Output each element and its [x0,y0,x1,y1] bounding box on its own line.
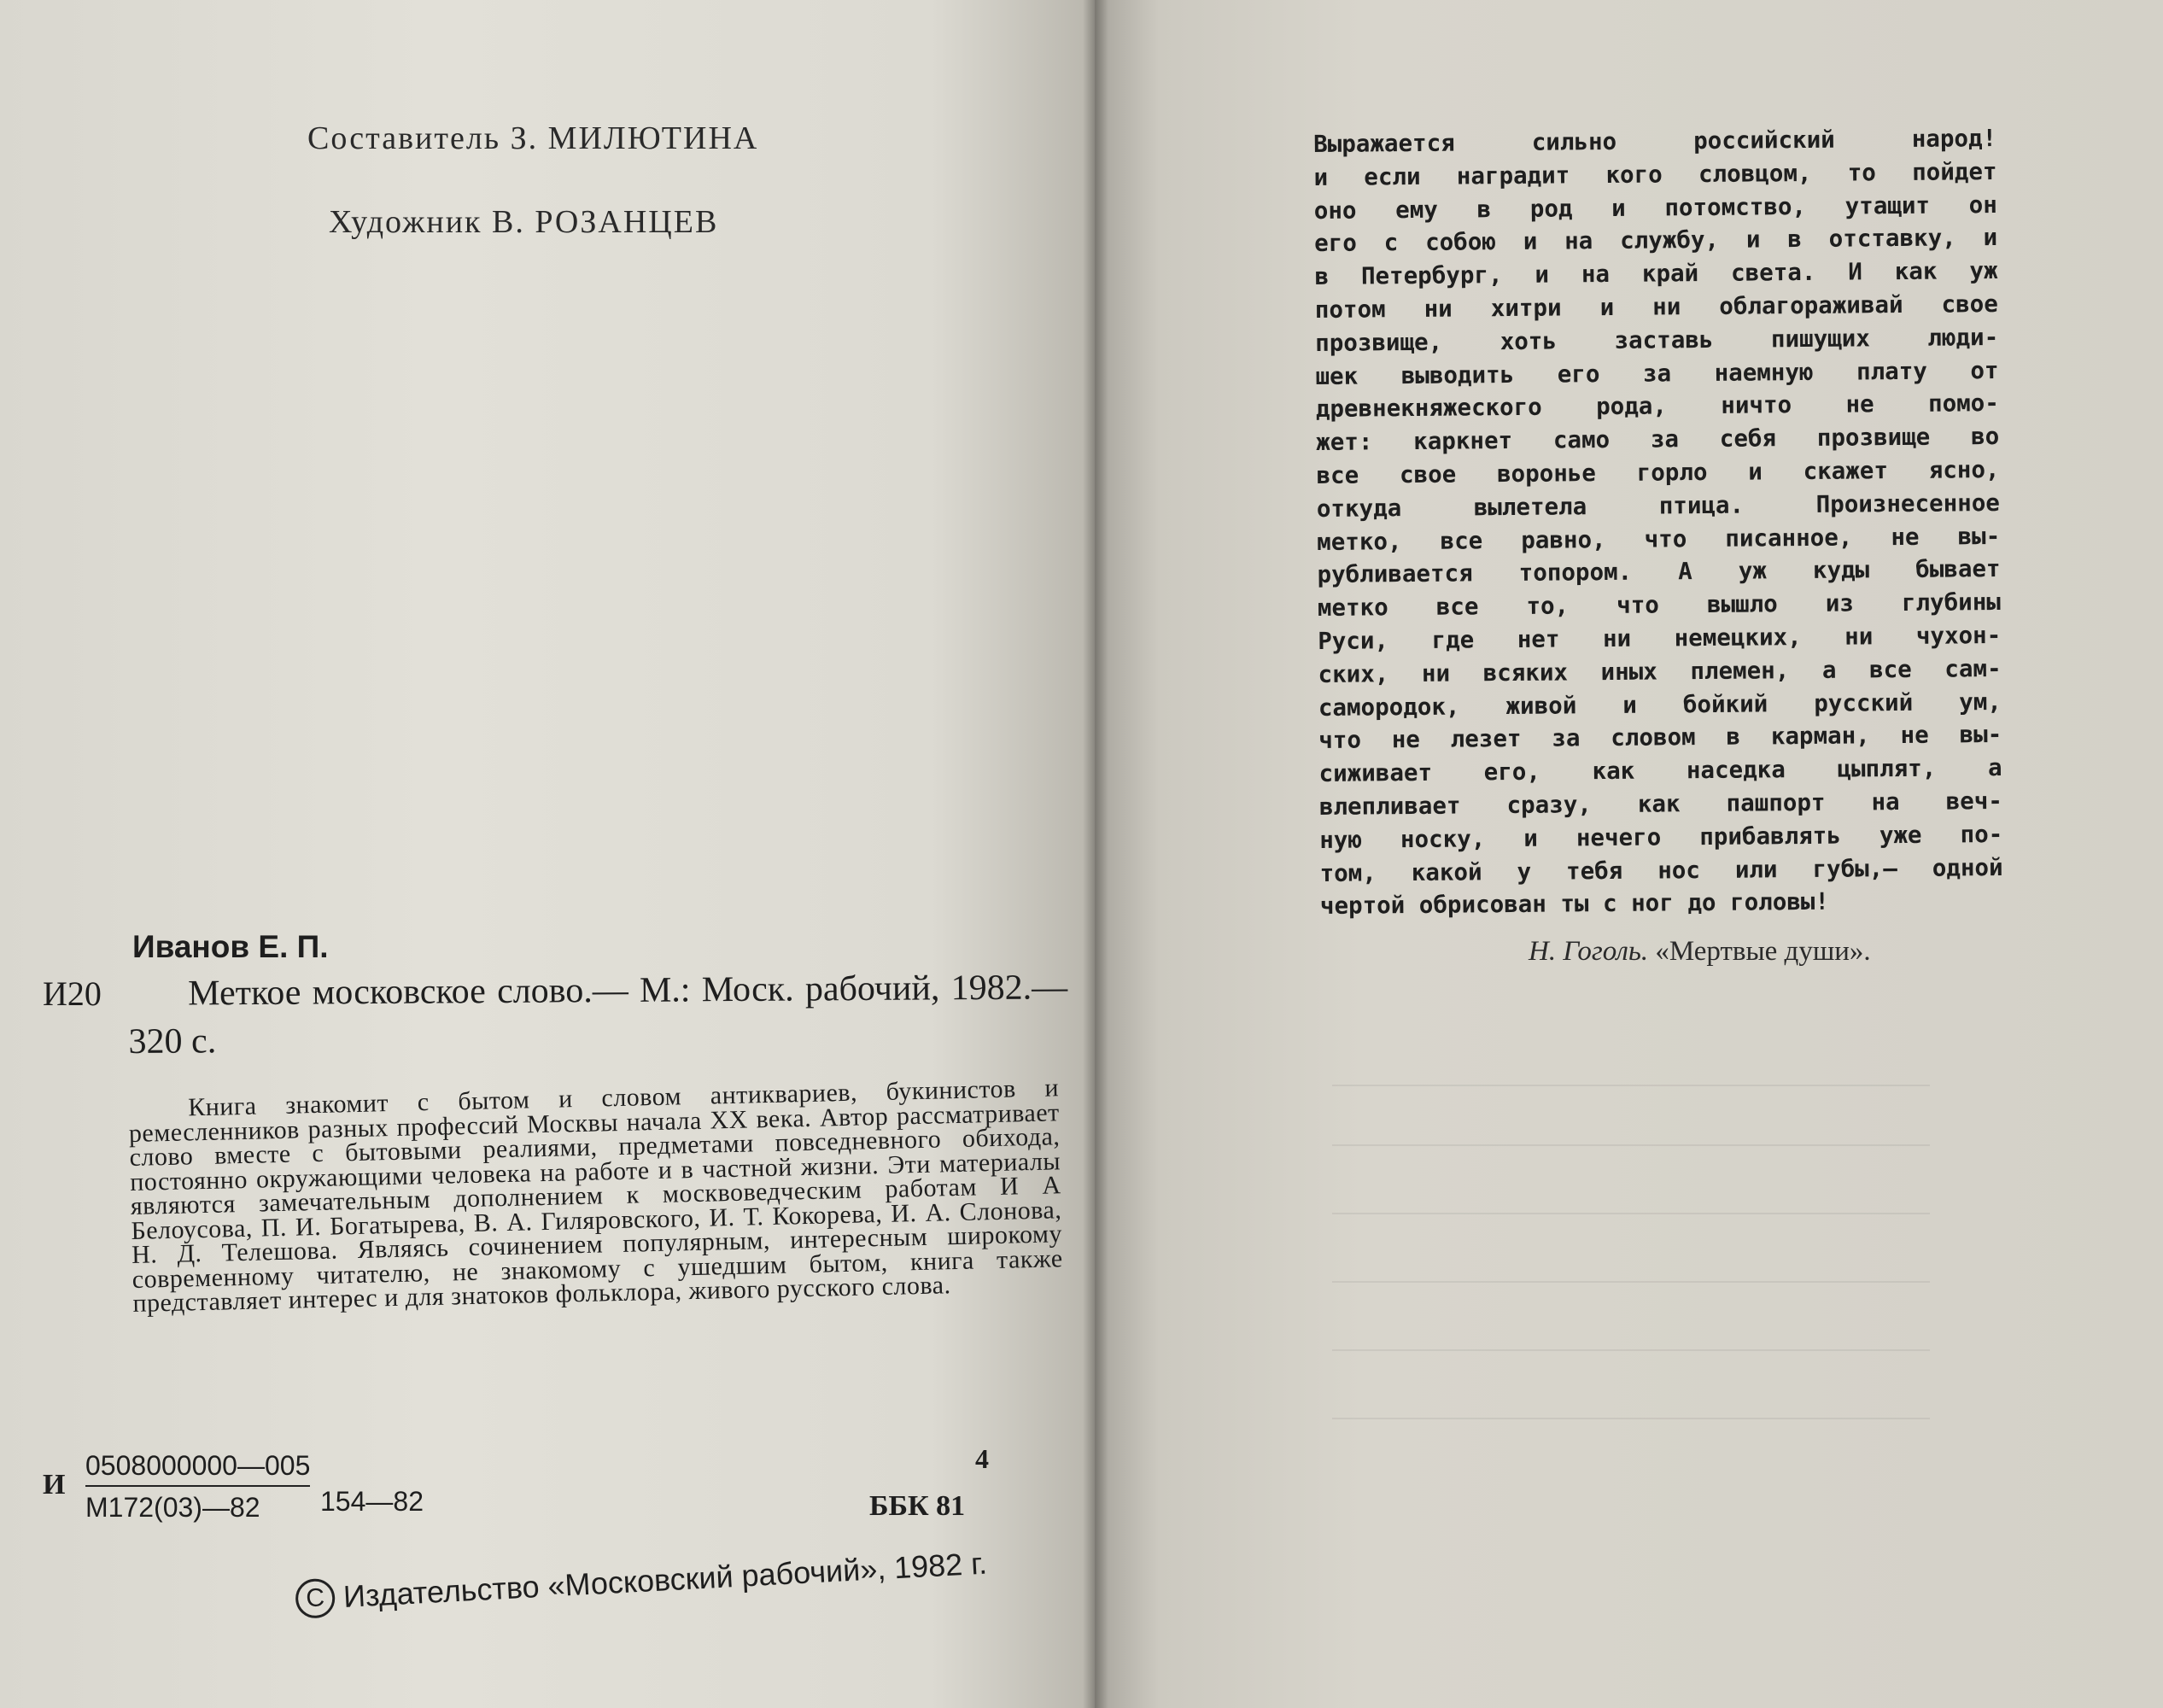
compiler-credit: Составитель З. МИЛЮТИНА [307,120,759,156]
annotation-text: Книга знакомит с бытом и словом антиквариев, букинистов и ремесленников разных профессий Москвы начала XX века. Автор рассматривает слово вместе с бытовыми реалиями, предметами повседневного обихода, постоянно окружающими человека на работе и в частной жизни. Эти материалы являются замечательным дополнением к москвоведческим работам И А Белоусова, П. И. Богатырева, В. А. Гиляровского, И. Т. Кокорева, И. А. Слонова, Н. Д. Телешова. Являясь сочинением популярным, интересным широкому современному читателю, не знакомому с ушедшим бытом, книга также представляет интерес и для знатоков фольклора, живого русского слова. [128,1073,1063,1318]
epigraph-line: его с собою и на службу, и в отставку, и [1314,224,1998,258]
epigraph-line: ских, ни всяких иных племен, а все сам- [1318,654,2002,688]
index-denominator: М172(03)—82 [85,1492,260,1523]
show-through-line [1332,1085,1930,1086]
epigraph-line: самородок, живой и бойкий русский ум, [1318,687,2002,722]
show-through-line [1332,1213,1930,1214]
index-tail: 154—82 [320,1486,424,1517]
epigraph-line: жет: каркнет само за себя прозвище во [1316,423,2000,457]
epigraph-line: древнекняжеского рода, ничто не помо- [1315,389,1999,424]
epigraph-line: откуда вылетела птица. Произнесенное [1316,488,2000,523]
bibliographic-entry [128,963,1068,1066]
epigraph-line: метко все то, что вышло из глубины [1317,588,2002,623]
epigraph-signature [1529,936,1871,968]
copyright-line [295,1544,988,1619]
epigraph-line: Выражается сильно российский народ! [1313,125,1997,158]
show-through-line [1332,1281,1930,1283]
epigraph-line: том, какой у тебя нос или губы,— одной [1319,853,2003,887]
index-numerator: 0508000000—005 [85,1450,310,1487]
epigraph-line: потом ни хитри и ни облагораживай свое [1314,290,1998,324]
epigraph-line: сиживает его, как наседка цыплят, а [1318,754,2002,788]
show-through-print [376,222,820,700]
epigraph-line: и если наградит кого словцом, то пойдет [1313,157,1997,191]
book-annotation [128,1073,1064,1318]
epigraph-line: рубливается топором. А уж куды бывает [1317,555,2001,589]
bbk-code: ББК 81 [869,1490,966,1522]
epigraph-line: влепливает сразу, как пашпорт на веч- [1318,787,2003,821]
epigraph [1313,122,2003,923]
shelf-code: И20 [43,974,102,1013]
bibliographic-entry-text: Меткое московское слово.— М.: Моск. рабочий, 1982.— 320 с. [128,968,1068,1062]
index-small-number: 4 [975,1443,989,1474]
book-gutter [1083,0,1108,1708]
author-name: Иванов Е. П. [132,929,329,964]
show-through-line [1332,1144,1930,1146]
epigraph-line: Руси, где нет ни немецких, ни чухон- [1318,621,2002,655]
show-through-line [1332,1418,1930,1419]
index-letter: И [43,1469,66,1500]
epigraph-line: в Петербург, и на край света. И как уж [1314,257,1998,291]
epigraph-line: шек выводить его за наемную плату от [1315,356,1999,390]
epigraph-line: оно ему в род и потомство, утащит он [1313,190,1997,225]
signature-work: «Мертвые души». [1655,936,1871,967]
signature-author: Н. Гоголь. [1529,936,1649,967]
epigraph-line: все свое воронье горло и скажет ясно, [1316,455,2000,489]
epigraph-line: чертой обрисован ты с ног до головы! [1319,888,1830,921]
epigraph-line: ную носку, и нечего прибавлять уже по- [1319,820,2003,854]
index-fraction [85,1450,310,1524]
artist-credit: Художник В. РОЗАНЦЕВ [329,204,719,240]
epigraph-line: что не лезет за словом в карман, не вы- [1318,721,2002,755]
show-through-line [1332,1349,1930,1351]
epigraph-line: прозвище, хоть заставь пишущих люди- [1315,323,1999,357]
copyright-icon: C [295,1578,336,1619]
copyright-text: Издательство «Московский рабочий», 1982 г. [342,1545,988,1615]
epigraph-line: метко, все равно, что писанное, не вы- [1317,522,2001,556]
